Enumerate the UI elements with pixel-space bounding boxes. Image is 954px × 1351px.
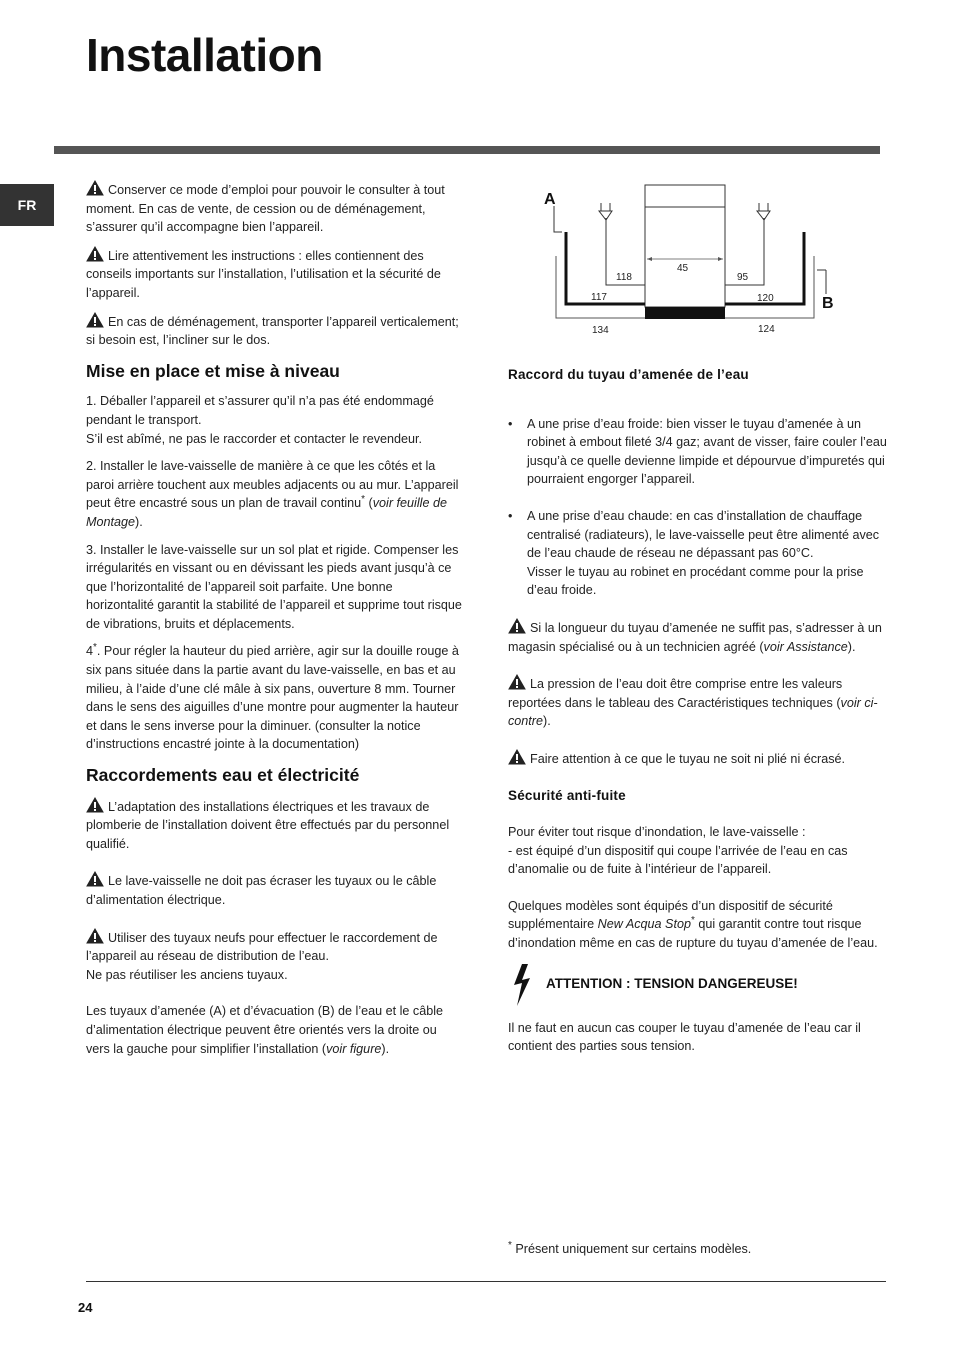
dimension-120: 120	[757, 293, 774, 304]
footer-rule	[86, 1281, 886, 1282]
warning-icon	[508, 618, 526, 634]
label-a: A	[544, 191, 556, 208]
inlet-connection-list	[508, 415, 890, 600]
inlet-warning-3: Faire attention à ce que le tuyau ne soit ni plié ni écrasé.	[508, 749, 890, 769]
header-rule	[54, 146, 880, 154]
danger-title: ATTENTION : TENSION DANGEREUSE!	[546, 976, 798, 992]
intro-paragraph-3: En cas de déménagement, transporter l’appareil verticalement; si besoin est, l’incliner sur le dos.	[86, 312, 464, 350]
warning-icon	[86, 928, 104, 944]
hose-orientation-paragraph: Les tuyaux d’amenée (A) et d’évacuation (B) de l’eau et le câble d’alimentation électrique peuvent être orientés vers la droite ou vers la gauche pour simplifier l’installation (voir figure).	[86, 1004, 444, 1056]
warning-icon	[86, 797, 104, 813]
left-column	[86, 180, 464, 1067]
intro-paragraph-1: Conserver ce mode d’emploi pour pouvoir le consulter à tout moment. En cas de vente, de cession ou de déménagement, s’assurer qu’il accompagne bien l’appareil.	[86, 180, 464, 237]
outer-guide-left	[556, 256, 645, 318]
inlet-warning-1: Si la longueur du tuyau d’amenée ne suffit pas, s’adresser à un magasin spécialisé ou à un technicien agréé (voir Assistance).	[508, 618, 890, 656]
warning-icon	[86, 871, 104, 887]
list-item: • A une prise d’eau chaude: en cas d’installation de chauffage centralisé (radiateurs), le lave-vaisselle peut être alimenté avec de l’eau chaude de réseau ne dépassant pas 60°C. Visser le tuyau au robinet en procédant comme pour la prise d’eau froide.	[508, 507, 890, 600]
tap-icon-left	[599, 203, 612, 220]
warning-icon	[86, 312, 104, 328]
anti-leak-paragraph-2: Quelques modèles sont équipés d’un dispositif de sécurité supplémentaire New Acqua Stop* qui garantit contre tout risque d’inondation même en cas de rupture du tuyau d’amenée de l’eau.	[508, 898, 878, 951]
list-item: • A une prise d’eau froide: bien visser le tuyau d’amenée à un robinet à embout fileté 3/4 gaz; avant de visser, faire couler l’eau jusqu’à ce quelle devienne limpide et dépourvue d’impuretés qui pourraient engorger l’appareil.	[508, 415, 890, 489]
appliance-base	[645, 307, 725, 319]
section-heading-placement: Mise en place et mise à niveau	[86, 360, 340, 381]
connection-warning-3: Utiliser des tuyaux neufs pour effectuer le raccordement de l’appareil au réseau de distribution de l’eau. Ne pas réutiliser les anciens tuyaux.	[86, 928, 464, 985]
dimension-118: 118	[616, 272, 632, 283]
warning-icon	[86, 180, 104, 196]
connection-warning-1: L’adaptation des installations électriques et les travaux de plomberie de l’installation doivent être effectués par du personnel qualifié.	[86, 797, 464, 854]
warning-icon	[86, 246, 104, 262]
appliance-outline	[645, 185, 725, 307]
inlet-warning-2: La pression de l’eau doit être comprise entre les valeurs reportées dans le tableau des Caractéristiques techniques (voir ci-contre).	[508, 674, 890, 731]
dimension-95: 95	[737, 272, 749, 283]
step-1: 1. Déballer l’appareil et s’assurer qu’il n’a pas été endommagé pendant le transport. S’il est abîmé, ne pas le raccorder et contacter le revendeur.	[86, 394, 434, 446]
dimension-124: 124	[758, 324, 775, 335]
label-a-leader	[554, 206, 562, 232]
section-heading-inlet-hose: Raccord du tuyau d’amenée de l’eau	[508, 367, 749, 382]
footnote: * Présent uniquement sur certains modèles.	[508, 1239, 752, 1256]
section-heading-connections: Raccordements eau et électricité	[86, 765, 360, 786]
high-voltage-icon	[508, 963, 534, 1007]
step-3: 3. Installer le lave-vaisselle sur un sol plat et rigide. Compenser les irrégularités en vissant ou en dévissant les pieds avant jusqu’à ce que l’horizontalité de l’appareil soit parfaite. Une bonne horizontalité garantit la stabilité de l’appareil et supprime tout risque de vibrations, bruits et déplacements.	[86, 542, 462, 631]
connection-warning-2: Le lave-vaisselle ne doit pas écraser les tuyaux ou le câble d’alimentation électrique.	[86, 871, 464, 909]
dimension-45: 45	[677, 263, 689, 274]
page-number: 24	[78, 1300, 93, 1315]
dimension-117: 117	[591, 292, 607, 303]
dimension-134: 134	[592, 325, 609, 336]
page-title: Installation	[86, 29, 323, 81]
language-tab: FR	[0, 184, 54, 226]
danger-notice	[508, 963, 890, 1007]
step-4: 4*. Pour régler la hauteur du pied arrière, agir sur la douille rouge à six pans située dans la partie avant du lave-vaisselle, en bas et au milieu, à l’aide d’une clé mâle à six pans, ouverture 8 mm. Tourner dans le sens des aiguilles d’une montre pour augmenter la hauteur et dans le sens inverse pour la diminuer. (consulter la notice d’instructions encastré jointe à la documentation)	[86, 642, 459, 752]
tap-icon-right	[757, 203, 770, 220]
label-b-leader	[817, 270, 826, 294]
anti-leak-paragraph-1: Pour éviter tout risque d’inondation, le lave-vaisselle : - est équipé d’un dispositif qui coupe l’arrivée de l’eau en cas d’anomalie ou de fuite à l’intérieur de l’appareil.	[508, 825, 848, 877]
outer-guide-right	[725, 256, 814, 318]
right-column	[508, 366, 890, 1065]
warning-icon	[508, 749, 526, 765]
section-heading-anti-leak: Sécurité anti-fuite	[508, 787, 626, 803]
intro-paragraph-2: Lire attentivement les instructions : elles contiennent des conseils importants sur l’installation, l’utilisation et la sécurité de l’appareil.	[86, 246, 464, 303]
step-2: 2. Installer le lave-vaisselle de manière à ce que les côtés et la paroi arrière touchent aux meubles adjacents ou au mur. L’appareil peut être encastré sous un plan de travail continu* (voir feuille de Montage).	[86, 459, 459, 529]
label-b: B	[822, 295, 834, 312]
warning-icon	[508, 674, 526, 690]
danger-paragraph: Il ne faut en aucun cas couper le tuyau d’amenée de l’eau car il contient des parties sous tension.	[508, 1020, 861, 1054]
hose-dimension-diagram	[540, 182, 840, 342]
